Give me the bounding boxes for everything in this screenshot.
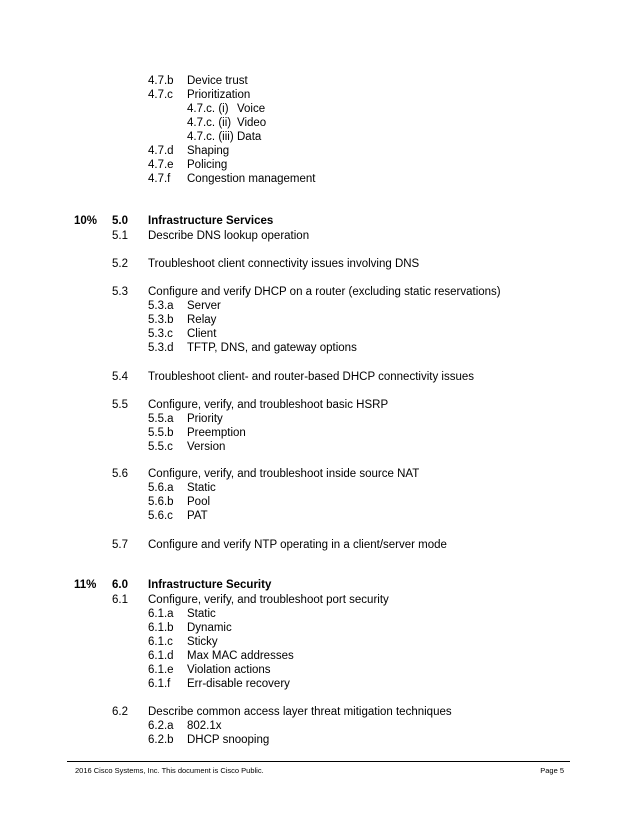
section-number: 5.0 [112,215,128,227]
item-number: 5.6.b [148,496,174,508]
item-number: 6.1.a [148,608,174,620]
item-number: 5.3.a [148,300,174,312]
item-number: 4.7.c [148,89,173,101]
item-number: 6.2.b [148,734,174,746]
item-number: 4.7.c. (iii) [187,131,234,143]
item-text: Static [187,482,216,494]
item-text: Troubleshoot client connectivity issues involving DNS [148,258,420,270]
item-number: 6.2.a [148,720,174,732]
footer-copyright: 2016 Cisco Systems, Inc. This document is Cisco Public. [75,766,264,775]
item-number: 5.3.d [148,342,174,354]
item-text: Err-disable recovery [187,678,290,690]
item-number: 4.7.c. (i) [187,103,229,115]
section-weight: 11% [74,579,97,591]
item-number: 5.2 [112,258,128,270]
section-weight: 10% [74,215,98,227]
item-text: Device trust [187,75,248,87]
section-title: Infrastructure Security [148,579,272,591]
item-text: Client [187,328,217,340]
item-number: 5.1 [112,230,128,242]
item-number: 5.7 [112,539,128,551]
item-number: 5.5.a [148,413,174,425]
item-number: 4.7.d [148,145,174,157]
item-text: Configure, verify, and troubleshoot basic HSRP [148,399,389,411]
item-text: Data [237,131,262,143]
item-number: 5.3 [112,286,128,298]
item-text: Sticky [187,636,218,648]
item-text: Configure, verify, and troubleshoot port security [148,594,389,606]
item-text: Version [187,441,226,453]
item-text: Video [237,117,267,129]
item-text: Describe common access layer threat mitigation techniques [148,706,452,718]
item-number: 5.6 [112,468,128,480]
item-number: 5.6.c [148,510,173,522]
item-number: 5.5.b [148,427,174,439]
item-number: 5.5 [112,399,128,411]
footer-divider [67,761,570,762]
item-number: 6.1.c [148,636,173,648]
item-number: 6.2 [112,706,128,718]
item-number: 6.1.d [148,650,174,662]
item-text: DHCP snooping [187,734,270,746]
item-number: 5.3.b [148,314,174,326]
item-text: Relay [187,314,217,326]
page-number: Page 5 [540,766,564,775]
item-text: Dynamic [187,622,232,634]
item-text: PAT [187,510,208,522]
item-number: 6.1.e [148,664,174,676]
section-title: Infrastructure Services [148,215,274,227]
item-text: Prioritization [187,89,251,101]
item-text: Static [187,608,216,620]
item-text: Describe DNS lookup operation [148,230,310,242]
item-number: 5.3.c [148,328,173,340]
item-text: Configure and verify DHCP on a router (excluding static reservations) [148,286,501,298]
item-text: Troubleshoot client- and router-based DHCP connectivity issues [148,371,474,383]
item-number: 6.1 [112,594,128,606]
item-text: Preemption [187,427,246,439]
item-number: 4.7.b [148,75,174,87]
item-text: Policing [187,159,228,171]
item-text: Voice [237,103,266,115]
item-text: Priority [187,413,223,425]
item-text: Configure and verify NTP operating in a client/server mode [148,539,447,551]
section-number: 6.0 [112,579,128,591]
item-text: Max MAC addresses [187,650,294,662]
item-number: 5.4 [112,371,128,383]
item-text: TFTP, DNS, and gateway options [187,342,357,354]
item-text: Violation actions [187,664,271,676]
item-text: Shaping [187,145,230,157]
item-number: 6.1.b [148,622,174,634]
item-number: 5.6.a [148,482,174,494]
item-text: Congestion management [187,173,316,185]
item-number: 5.5.c [148,441,173,453]
item-number: 4.7.e [148,159,174,171]
item-number: 6.1.f [148,678,171,690]
item-text: Server [187,300,221,312]
item-text: Configure, verify, and troubleshoot inside source NAT [148,468,420,480]
item-text: Pool [187,496,211,508]
item-number: 4.7.c. (ii) [187,117,232,129]
item-text: 802.1x [187,720,222,732]
item-number: 4.7.f [148,173,171,185]
